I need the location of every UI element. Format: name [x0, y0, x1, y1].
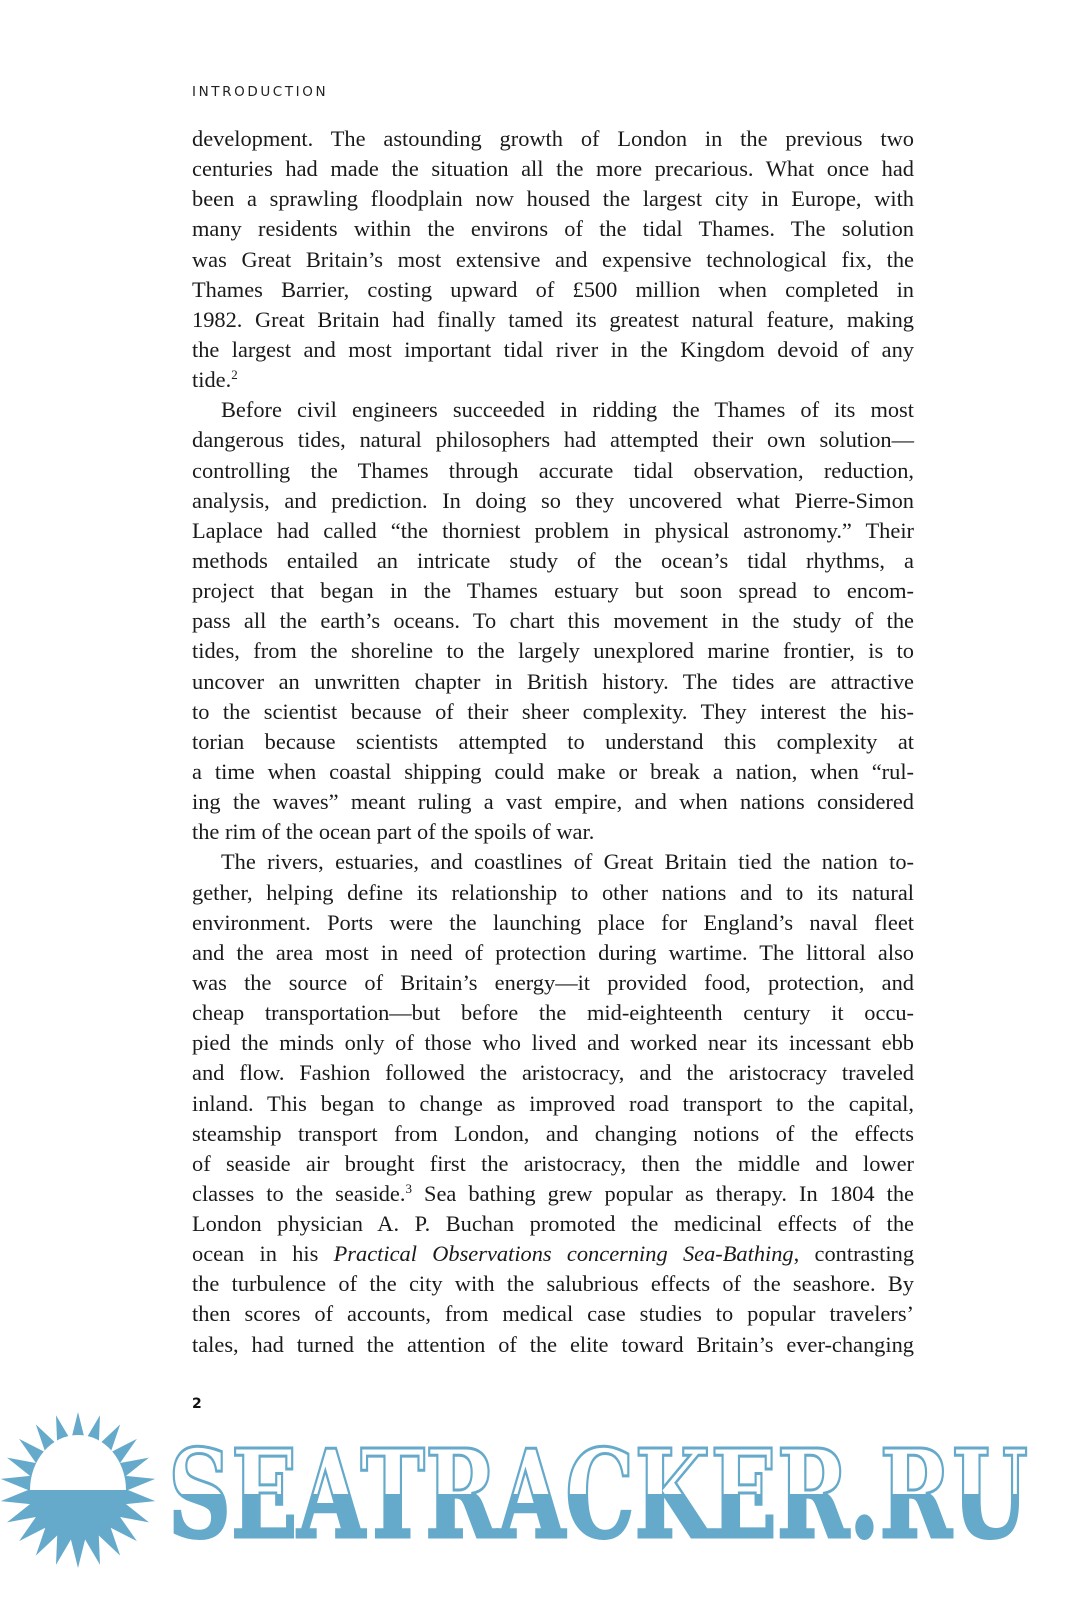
text-line — [192, 1209, 914, 1239]
footnote-ref: 2 — [231, 367, 238, 383]
text-run: controlling the Thames through accurate tidal observation, reduction, — [192, 457, 914, 483]
text-run: analysis, and prediction. In doing so they uncovered what Pierre-Simon — [192, 487, 914, 513]
text-line — [192, 727, 914, 757]
text-run: was the source of Britain’s energy—it provided food, protection, and — [192, 969, 914, 995]
text-run: ocean in his — [192, 1241, 334, 1267]
text-run: to the scientist because of their sheer complexity. They interest the his- — [192, 698, 914, 724]
body-text — [192, 124, 914, 1360]
text-line — [192, 546, 914, 576]
text-run: the largest and most important tidal river in the Kingdom devoid of any — [192, 336, 914, 362]
text-line — [192, 395, 914, 425]
text-line — [192, 1179, 914, 1209]
text-line — [192, 275, 914, 305]
text-run: and flow. Fashion followed the aristocracy, and the aristocracy traveled — [192, 1060, 914, 1086]
text-run: cheap transportation—but before the mid-eighteenth century it occu- — [192, 1000, 914, 1026]
text-line — [192, 516, 914, 546]
text-line — [192, 456, 914, 486]
text-line — [192, 245, 914, 275]
text-line — [192, 124, 914, 154]
text-run: methods entailed an intricate study of the ocean’s tidal rhythms, a — [192, 547, 914, 573]
text-run: 1982. Great Britain had finally tamed its greatest natural feature, making — [192, 306, 914, 332]
text-run: Laplace had called “the thorniest problem in physical astronomy.” Their — [192, 517, 914, 543]
text-line — [192, 908, 914, 938]
text-line — [192, 878, 914, 908]
text-run: the rim of the ocean part of the spoils of war. — [192, 819, 595, 845]
text-run: of seaside air brought first the aristocracy, then the middle and lower — [192, 1150, 914, 1176]
text-line — [192, 425, 914, 455]
watermark-text: SEATRACKER.RU — [168, 1422, 1028, 1566]
text-line — [192, 184, 914, 214]
text-line — [192, 305, 914, 335]
text-run: the turbulence of the city with the salubrious effects of the seashore. By — [192, 1271, 914, 1297]
text-line — [192, 214, 914, 244]
italic-title: Practical Observations concerning Sea-Bathing — [333, 1241, 794, 1267]
text-line — [192, 1330, 914, 1360]
text-run: project that began in the Thames estuary but soon spread to encom- — [192, 578, 914, 604]
text-run: The rivers, estuaries, and coastlines of Great Britain tied the nation to- — [221, 849, 914, 875]
text-line — [192, 1058, 914, 1088]
text-line — [192, 486, 914, 516]
text-run: ing the waves” meant ruling a vast empire, and when nations considered — [192, 789, 914, 815]
text-run: pied the minds only of those who lived and worked near its incessant ebb — [192, 1030, 914, 1056]
text-line — [192, 154, 914, 184]
text-run: was Great Britain’s most extensive and expensive technological fix, the — [192, 246, 914, 272]
text-line — [192, 636, 914, 666]
text-line — [192, 365, 914, 395]
text-run: gether, helping define its relationship to other nations and to its natural — [192, 879, 914, 905]
footnote-ref: 3 — [405, 1180, 412, 1196]
text-run: Sea bathing grew popular as therapy. In 1804 the — [411, 1180, 914, 1206]
text-run: environment. Ports were the launching place for England’s naval fleet — [192, 909, 914, 935]
text-line — [192, 335, 914, 365]
text-run: , contrasting — [793, 1241, 915, 1267]
text-line — [192, 1269, 914, 1299]
text-line — [192, 1149, 914, 1179]
text-run: many residents within the environs of the tidal Thames. The solution — [192, 216, 914, 242]
text-line — [192, 667, 914, 697]
text-run: dangerous tides, natural philosophers had attempted their own solution— — [192, 427, 914, 453]
text-run: tide. — [192, 367, 232, 393]
text-run: and the area most in need of protection during wartime. The littoral also — [192, 939, 914, 965]
text-run: Before civil engineers succeeded in ridding the Thames of its most — [221, 397, 914, 423]
text-run: inland. This began to change as improved road transport to the capital, — [192, 1090, 914, 1116]
sun-icon — [1, 1412, 155, 1568]
page-number: 2 — [192, 1396, 202, 1412]
text-run: London physician A. P. Buchan promoted the medicinal effects of the — [192, 1211, 914, 1237]
text-run: been a sprawling floodplain now housed the largest city in Europe, with — [192, 186, 914, 212]
text-run: a time when coastal shipping could make or break a nation, when “rul- — [192, 758, 914, 784]
text-line — [192, 847, 914, 877]
text-line — [192, 817, 914, 847]
text-line — [192, 1299, 914, 1329]
watermark-logo — [0, 1405, 1080, 1575]
text-line — [192, 1119, 914, 1149]
text-run: development. The astounding growth of London in the previous two — [192, 126, 914, 151]
text-run: tides, from the shoreline to the largely unexplored marine frontier, is to — [192, 638, 914, 664]
text-run: pass all the earth’s oceans. To chart this movement in the study of the — [192, 608, 914, 634]
text-run: tales, had turned the attention of the elite toward Britain’s ever-changing — [192, 1331, 914, 1357]
text-line — [192, 938, 914, 968]
text-line — [192, 998, 914, 1028]
text-run: Thames Barrier, costing upward of £500 million when completed in — [192, 276, 914, 302]
text-run: uncover an unwritten chapter in British history. The tides are attractive — [192, 668, 914, 694]
text-line — [192, 1089, 914, 1119]
text-run: centuries had made the situation all the more precarious. What once had — [192, 156, 914, 182]
text-run: classes to the seaside. — [192, 1180, 406, 1206]
text-line — [192, 1239, 914, 1269]
running-head: INTRODUCTION — [192, 84, 329, 100]
text-line — [192, 697, 914, 727]
text-run: torian because scientists attempted to understand this complexity at — [192, 728, 914, 754]
text-run: then scores of accounts, from medical case studies to popular travelers’ — [192, 1301, 914, 1327]
text-line — [192, 576, 914, 606]
text-line — [192, 787, 914, 817]
text-line — [192, 606, 914, 636]
text-line — [192, 1028, 914, 1058]
text-line — [192, 757, 914, 787]
text-run: steamship transport from London, and changing notions of the effects — [192, 1120, 914, 1146]
text-line — [192, 968, 914, 998]
